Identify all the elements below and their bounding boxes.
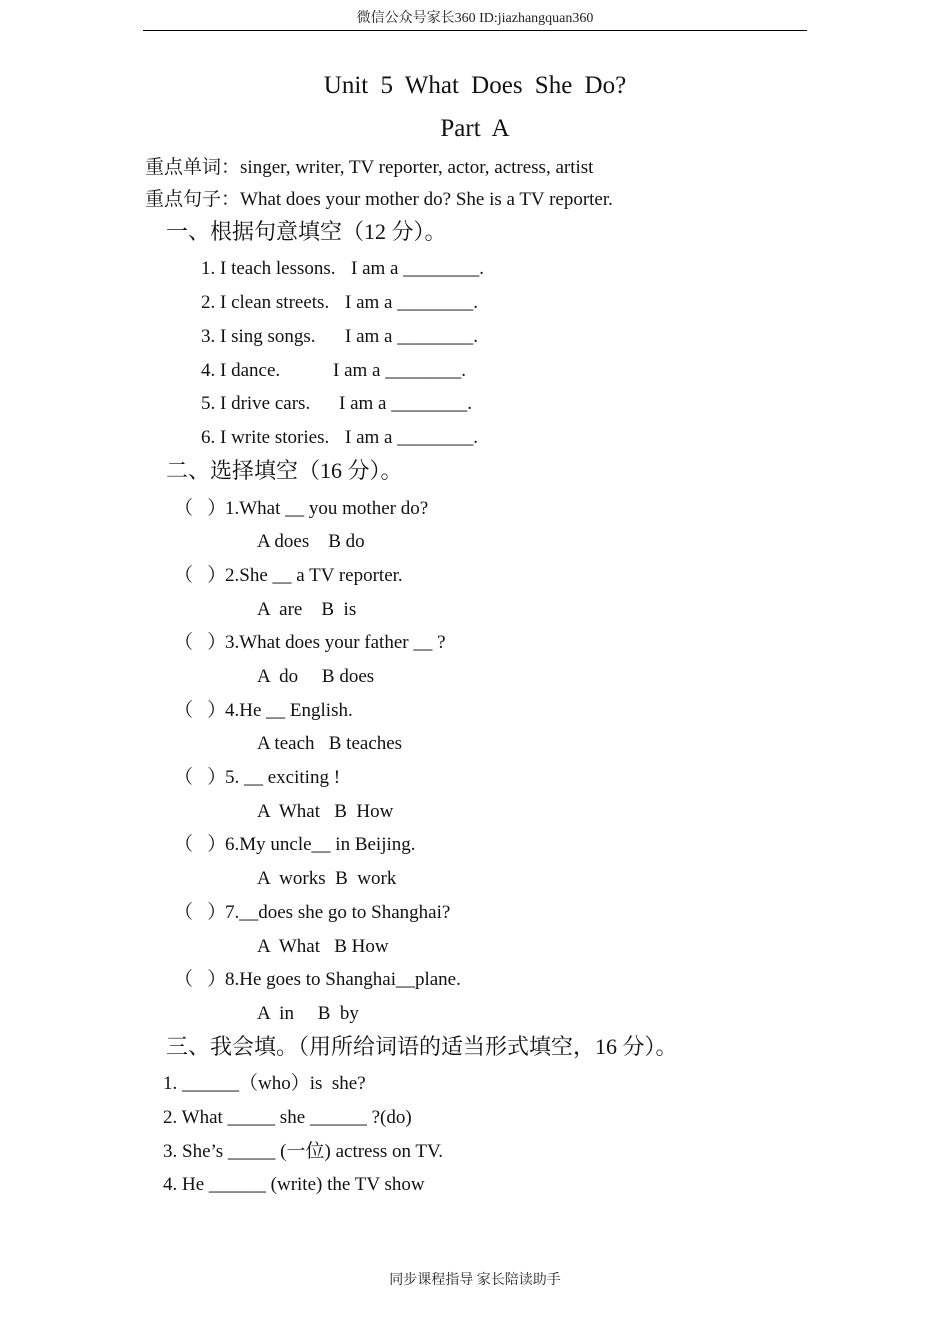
- answer-paren: （ ）: [174, 767, 227, 788]
- section3-item: 1. ______（who）is she?: [163, 1073, 366, 1094]
- page-footer: 同步课程指导 家长陪读助手: [389, 1273, 561, 1288]
- key-sentences: [145, 190, 613, 209]
- answer-paren: （ ）: [174, 565, 227, 586]
- section1-answer-blank: I am a ________.: [351, 258, 484, 279]
- answer-paren: （ ）: [174, 632, 227, 653]
- section2-options: A does B do: [257, 531, 365, 552]
- key-words-text: singer, writer, TV reporter, actor, actress, artist: [240, 157, 594, 178]
- section3-item: 3. She’s _____ (一位) actress on TV.: [163, 1141, 444, 1162]
- section1-heading: 一、根据句意填空（12 分）。: [166, 219, 447, 244]
- section1-question: 2. I clean streets.: [201, 292, 330, 313]
- answer-paren: （ ）: [174, 498, 227, 519]
- section2-options: A works B work: [257, 868, 397, 889]
- key-words-label: 重点单词：: [145, 157, 241, 178]
- key-sentences-label: 重点句子：: [145, 189, 241, 210]
- section3-item: 2. What _____ she ______ ?(do): [163, 1107, 412, 1128]
- page-header: 微信公众号家长360 ID:jiazhangquan360: [356, 11, 594, 26]
- section2-question: 2.She __ a TV reporter.: [225, 565, 403, 586]
- section1-answer-blank: I am a ________.: [345, 292, 478, 313]
- section1-question: 4. I dance.: [201, 360, 281, 381]
- section2-options: A are B is: [257, 599, 357, 620]
- section1-answer-blank: I am a ________.: [345, 326, 478, 347]
- section3-heading: 三、我会填。（用所给词语的适当形式填空，16 分）。: [166, 1034, 678, 1059]
- key-words: [145, 158, 593, 177]
- answer-paren: （ ）: [174, 834, 227, 855]
- section3-item: 4. He ______ (write) the TV show: [163, 1174, 425, 1195]
- section2-heading: 二、选择填空（16 分）。: [166, 458, 403, 483]
- section2-options: A do B does: [257, 666, 375, 687]
- section2-question: 6.My uncle__ in Beijing.: [225, 834, 416, 855]
- section2-question: 8.He goes to Shanghai__plane.: [225, 969, 461, 990]
- section1-question: 5. I drive cars.: [201, 393, 311, 414]
- answer-paren: （ ）: [174, 902, 227, 923]
- section2-question: 1.What __ you mother do?: [225, 498, 429, 519]
- section2-options: A teach B teaches: [257, 733, 403, 754]
- answer-paren: （ ）: [174, 969, 227, 990]
- header-divider: [143, 30, 807, 31]
- section2-question: 5. __ exciting !: [225, 767, 341, 788]
- section1-question: 3. I sing songs.: [201, 326, 316, 347]
- section2-question: 3.What does your father __ ?: [225, 632, 446, 653]
- unit-title: Unit 5 What Does She Do?: [323, 72, 627, 99]
- section2-question: 7.__does she go to Shanghai?: [225, 902, 451, 923]
- section2-options: A What B How: [257, 801, 394, 822]
- part-title: Part A: [440, 115, 510, 142]
- section1-question: 6. I write stories.: [201, 427, 330, 448]
- key-sentences-text: What does your mother do? She is a TV reporter.: [240, 189, 613, 210]
- section2-options: A What B How: [257, 936, 389, 957]
- section1-answer-blank: I am a ________.: [339, 393, 472, 414]
- section2-question: 4.He __ English.: [225, 700, 353, 721]
- answer-paren: （ ）: [174, 700, 227, 721]
- section2-options: A in B by: [257, 1003, 359, 1024]
- section1-answer-blank: I am a ________.: [345, 427, 478, 448]
- section1-question: 1. I teach lessons.: [201, 258, 336, 279]
- section1-answer-blank: I am a ________.: [333, 360, 466, 381]
